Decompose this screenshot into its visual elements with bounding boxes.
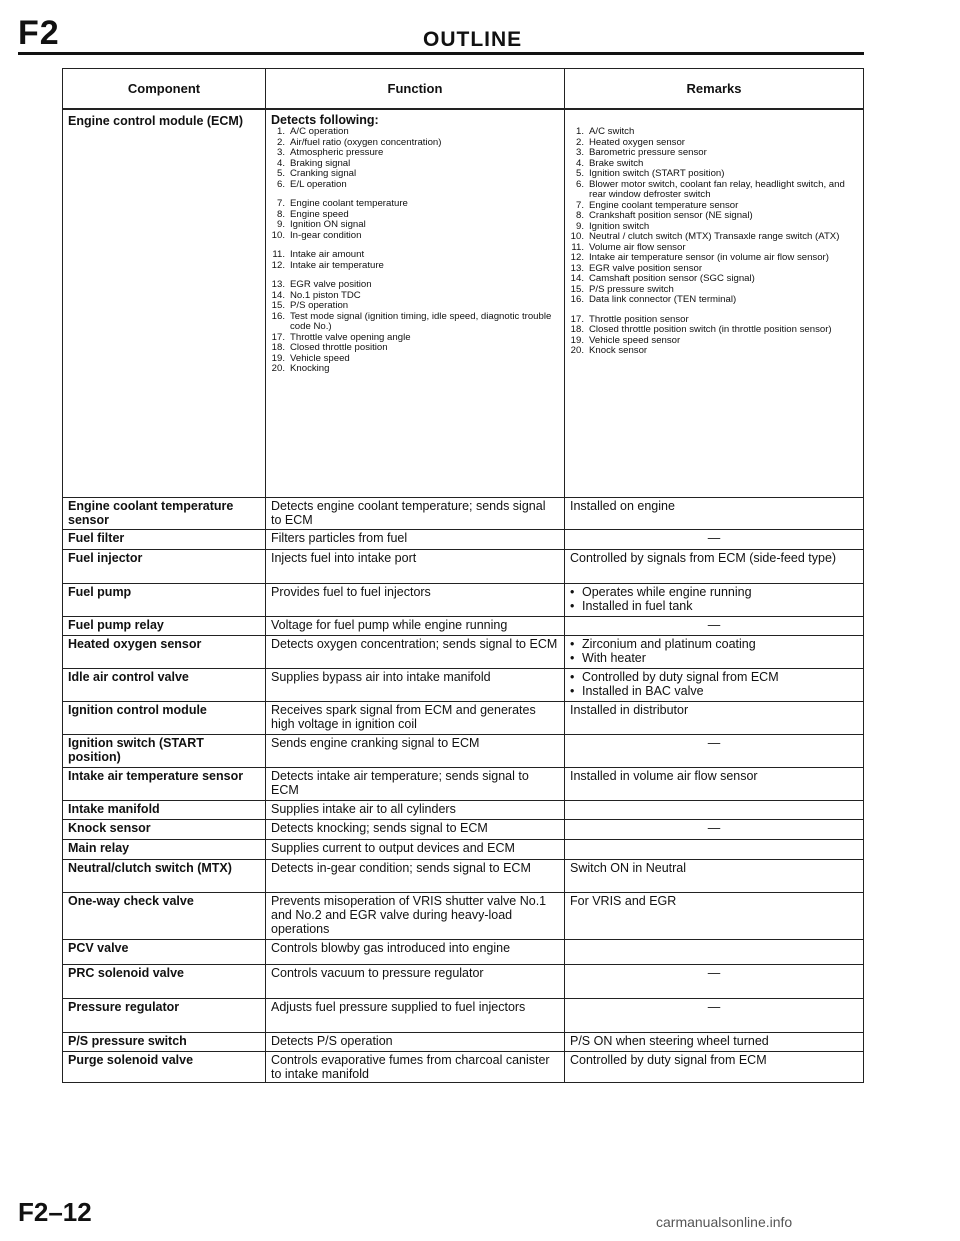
table-row [63,819,864,839]
component-cell: Pressure regulator [63,998,266,1032]
list-item [271,169,559,180]
table-row [63,964,864,998]
item-text: Heated oxygen sensor [589,136,685,148]
column-header-component: Component [63,69,266,110]
list-item [570,346,858,357]
item-text: Air/fuel ratio (oxygen concentration) [290,136,442,148]
remark-text: Installed in fuel tank [582,598,693,613]
item-number: 14. [271,289,285,301]
list-item [570,325,858,336]
column-header-function: Function [266,69,565,110]
item-text: Engine coolant temperature sensor [589,199,739,211]
item-number: 20. [271,363,285,374]
section-code: F2 [18,14,60,52]
item-text: Braking signal [290,157,351,169]
item-number: 20. [570,345,584,356]
component-cell: Ignition switch (START position) [63,734,266,767]
item-text: A/C operation [290,126,349,137]
function-cell: Controls blowby gas introduced into engine [266,939,565,964]
component-cell: Fuel pump relay [63,616,266,635]
table-row [63,1032,864,1051]
item-number: 17. [570,313,584,325]
component-cell: PRC solenoid valve [63,964,266,998]
item-number: 17. [271,331,285,343]
table-row [63,529,864,549]
item-text: Cranking signal [290,168,357,179]
remarks-cell [565,939,864,964]
list-item [271,312,559,333]
component-cell: PCV valve [63,939,266,964]
bullet-icon: • [570,683,575,698]
item-text: Throttle position sensor [589,313,689,325]
item-number: 5. [575,168,584,179]
item-number: 8. [276,208,285,220]
item-number: 6. [276,178,285,190]
item-text: Ignition switch [589,220,650,232]
function-cell: Receives spark signal from ECM and generates high voltage in ignition coil [266,701,565,734]
remark-text: Controlled by duty signal from ECM [582,669,779,684]
page-number: F2–12 [18,1197,92,1227]
remarks-cell: — [565,998,864,1032]
list-item [271,343,559,354]
item-number: 6. [575,178,584,190]
list-item [271,280,559,291]
item-number: 12. [570,252,584,263]
function-cell: Detects in-gear condition; sends signal to ECM [266,859,565,892]
item-number: 2. [276,136,285,148]
list-item [271,180,559,191]
remarks-cell: Installed in volume air flow sensor [565,767,864,800]
table-header-row [63,69,864,110]
component-cell: Engine coolant temperature sensor [63,497,266,529]
item-text: EGR valve position [290,279,372,290]
list-item [570,232,858,243]
list-item [271,220,559,231]
table-row-ecm [63,109,864,497]
remark-text: Zirconium and platinum coating [582,636,756,651]
item-number: 1. [575,126,584,137]
item-text: Data link connector (TEN terminal) [589,294,737,305]
table-row [63,701,864,734]
list-item [570,295,858,306]
watermark: carmanualsonline.info [656,1214,793,1230]
item-text: Camshaft position sensor (SGC signal) [589,273,755,284]
remark-bullet [570,670,858,684]
item-text: P/S operation [290,300,349,311]
function-heading: Detects following: [271,113,379,127]
list-item [271,364,559,375]
function-cell: Detects oxygen concentration; sends signal to ECM [266,635,565,668]
item-number: 4. [276,157,285,169]
item-number: 10. [570,231,584,242]
item-number: 14. [570,273,584,284]
function-cell: Controls evaporative fumes from charcoal canister to intake manifold [266,1051,565,1082]
table-row [63,800,864,819]
item-text: Blower motor switch, coolant fan relay, headlight switch, and rear window defroster switch [589,178,845,200]
remarks-cell: Switch ON in Neutral [565,859,864,892]
bullet-icon: • [570,636,575,651]
item-text: No.1 piston TDC [290,289,361,301]
item-text: Atmospheric pressure [290,147,384,158]
item-number: 7. [276,198,285,209]
remarks-cell [565,583,864,616]
function-cell: Detects engine coolant temperature; sends signal to ECM [266,497,565,529]
item-text: Knock sensor [589,345,648,356]
table-row [63,635,864,668]
list-item [271,231,559,242]
table-row [63,497,864,529]
item-text: Ignition switch (START position) [589,168,725,179]
list-item [570,127,858,138]
page-title: OUTLINE [423,28,523,51]
component-cell: Fuel injector [63,549,266,583]
function-cell: Sends engine cranking signal to ECM [266,734,565,767]
component-cell: Main relay [63,839,266,859]
table-row [63,892,864,939]
table-row [63,767,864,800]
item-number: 13. [271,279,285,290]
item-text: Ignition ON signal [290,219,366,230]
component-cell: Intake air temperature sensor [63,767,266,800]
item-number: 5. [276,168,285,179]
item-number: 9. [575,220,584,232]
list-item [570,274,858,285]
table-row [63,859,864,892]
item-text: Barometric pressure sensor [589,147,707,158]
component-cell: One-way check valve [63,892,266,939]
function-cell: Voltage for fuel pump while engine running [266,616,565,635]
remarks-cell [565,635,864,668]
list-item [271,199,559,210]
item-number: 13. [570,262,584,274]
item-text: Vehicle speed [290,352,350,364]
column-header-remarks: Remarks [565,69,864,110]
item-text: Volume air flow sensor [589,241,686,253]
list-item [271,301,559,312]
function-cell: Supplies bypass air into intake manifold [266,668,565,701]
remarks-cell: — [565,616,864,635]
outline-table [62,68,864,1083]
list-item [271,127,559,138]
item-number: 11. [272,249,285,260]
list-item [271,148,559,159]
item-text: In-gear condition [290,229,362,241]
remarks-list [570,127,858,357]
table-row [63,998,864,1032]
component-cell: Intake manifold [63,800,266,819]
component-cell: Fuel filter [63,529,266,549]
table-row [63,1051,864,1082]
function-cell: Provides fuel to fuel injectors [266,583,565,616]
list-item [570,180,858,201]
list-item [271,261,559,272]
item-number: 15. [271,300,285,311]
component-cell: Heated oxygen sensor [63,635,266,668]
list-item [570,211,858,222]
list-item [570,148,858,159]
component-cell: Neutral/clutch switch (MTX) [63,859,266,892]
item-text: Neutral / clutch switch (MTX) Transaxle range switch (ATX) [589,231,840,242]
item-text: Test mode signal (ignition timing, idle speed, diagnotic trouble code No.) [290,310,552,332]
item-number: 15. [570,283,584,295]
remarks-cell: Installed on engine [565,497,864,529]
remark-bullet [570,637,858,651]
function-cell: Filters particles from fuel [266,529,565,549]
title-rule [18,52,864,55]
function-cell: Adjusts fuel pressure supplied to fuel injectors [266,998,565,1032]
item-number: 18. [570,324,584,335]
remark-bullet [570,599,858,613]
item-number: 10. [271,229,285,241]
item-text: Knocking [290,363,330,374]
item-number: 16. [570,294,584,305]
item-number: 1. [276,126,285,137]
item-number: 4. [575,157,584,169]
item-text: E/L operation [290,178,347,190]
remarks-cell: P/S ON when steering wheel turned [565,1032,864,1051]
item-number: 19. [271,352,285,364]
remarks-cell [565,839,864,859]
table-row [63,734,864,767]
item-text: Intake air amount [290,249,365,260]
item-number: 12. [271,259,285,271]
remarks-cell: — [565,819,864,839]
item-number: 9. [276,219,285,230]
item-number: 8. [575,210,584,221]
item-number: 3. [575,147,584,158]
function-cell: Controls vacuum to pressure regulator [266,964,565,998]
list-item [271,250,559,261]
table-row [63,939,864,964]
remarks-cell: Installed in distributor [565,701,864,734]
item-text: Crankshaft position sensor (NE signal) [589,210,753,221]
remarks-cell: Controlled by signals from ECM (side-feed type) [565,549,864,583]
item-text: P/S pressure switch [589,283,674,295]
component-cell: Purge solenoid valve [63,1051,266,1082]
remarks-cell [565,800,864,819]
function-cell: Supplies intake air to all cylinders [266,800,565,819]
component-cell: P/S pressure switch [63,1032,266,1051]
bullet-icon: • [570,669,575,684]
item-number: 11. [571,241,584,253]
item-number: 19. [570,334,584,346]
item-number: 16. [271,310,285,322]
remarks-cell: — [565,529,864,549]
item-text: Brake switch [589,157,644,169]
item-text: Intake air temperature [290,259,384,271]
item-text: Engine coolant temperature [290,198,408,209]
remarks-cell: For VRIS and EGR [565,892,864,939]
component-cell: Knock sensor [63,819,266,839]
remark-text: Installed in BAC valve [582,683,704,698]
function-cell: Detects knocking; sends signal to ECM [266,819,565,839]
function-cell: Supplies current to output devices and ECM [266,839,565,859]
function-list [271,127,559,375]
item-text: Closed throttle position [290,342,388,353]
item-number: 2. [575,136,584,148]
item-number: 3. [276,147,285,158]
component-cell: Ignition control module [63,701,266,734]
remarks-cell: Controlled by duty signal from ECM [565,1051,864,1082]
function-cell [266,109,565,497]
function-cell: Detects intake air temperature; sends signal to ECM [266,767,565,800]
remark-text: Operates while engine running [582,584,752,599]
remark-bullet [570,585,858,599]
bullet-icon: • [570,598,575,613]
list-item [570,253,858,264]
item-number: 7. [575,199,584,211]
item-text: Intake air temperature sensor (in volume air flow sensor) [589,252,829,263]
item-text: Vehicle speed sensor [589,334,681,346]
item-text: A/C switch [589,126,635,137]
remarks-cell [565,109,864,497]
table-row [63,549,864,583]
function-cell: Prevents misoperation of VRIS shutter valve No.1 and No.2 and EGR valve during heavy-load operations [266,892,565,939]
table-row [63,839,864,859]
item-number: 18. [271,342,285,353]
item-text: Throttle valve opening angle [290,331,411,343]
function-cell: Detects P/S operation [266,1032,565,1051]
list-item [570,169,858,180]
item-text: EGR valve position sensor [589,262,703,274]
item-text: Engine speed [290,208,349,220]
bullet-icon: • [570,584,575,599]
item-text: Closed throttle position switch (in throttle position sensor) [589,324,832,335]
function-cell: Injects fuel into intake port [266,549,565,583]
component-cell: Engine control module (ECM) [63,109,266,497]
bullet-icon: • [570,650,575,665]
table-row [63,668,864,701]
remark-bullet [570,684,858,698]
table-row [63,616,864,635]
component-cell: Idle air control valve [63,668,266,701]
remark-bullet [570,651,858,665]
remark-text: With heater [582,650,646,665]
remarks-cell: — [565,734,864,767]
table-row [63,583,864,616]
component-cell: Fuel pump [63,583,266,616]
remarks-cell: — [565,964,864,998]
remarks-cell [565,668,864,701]
